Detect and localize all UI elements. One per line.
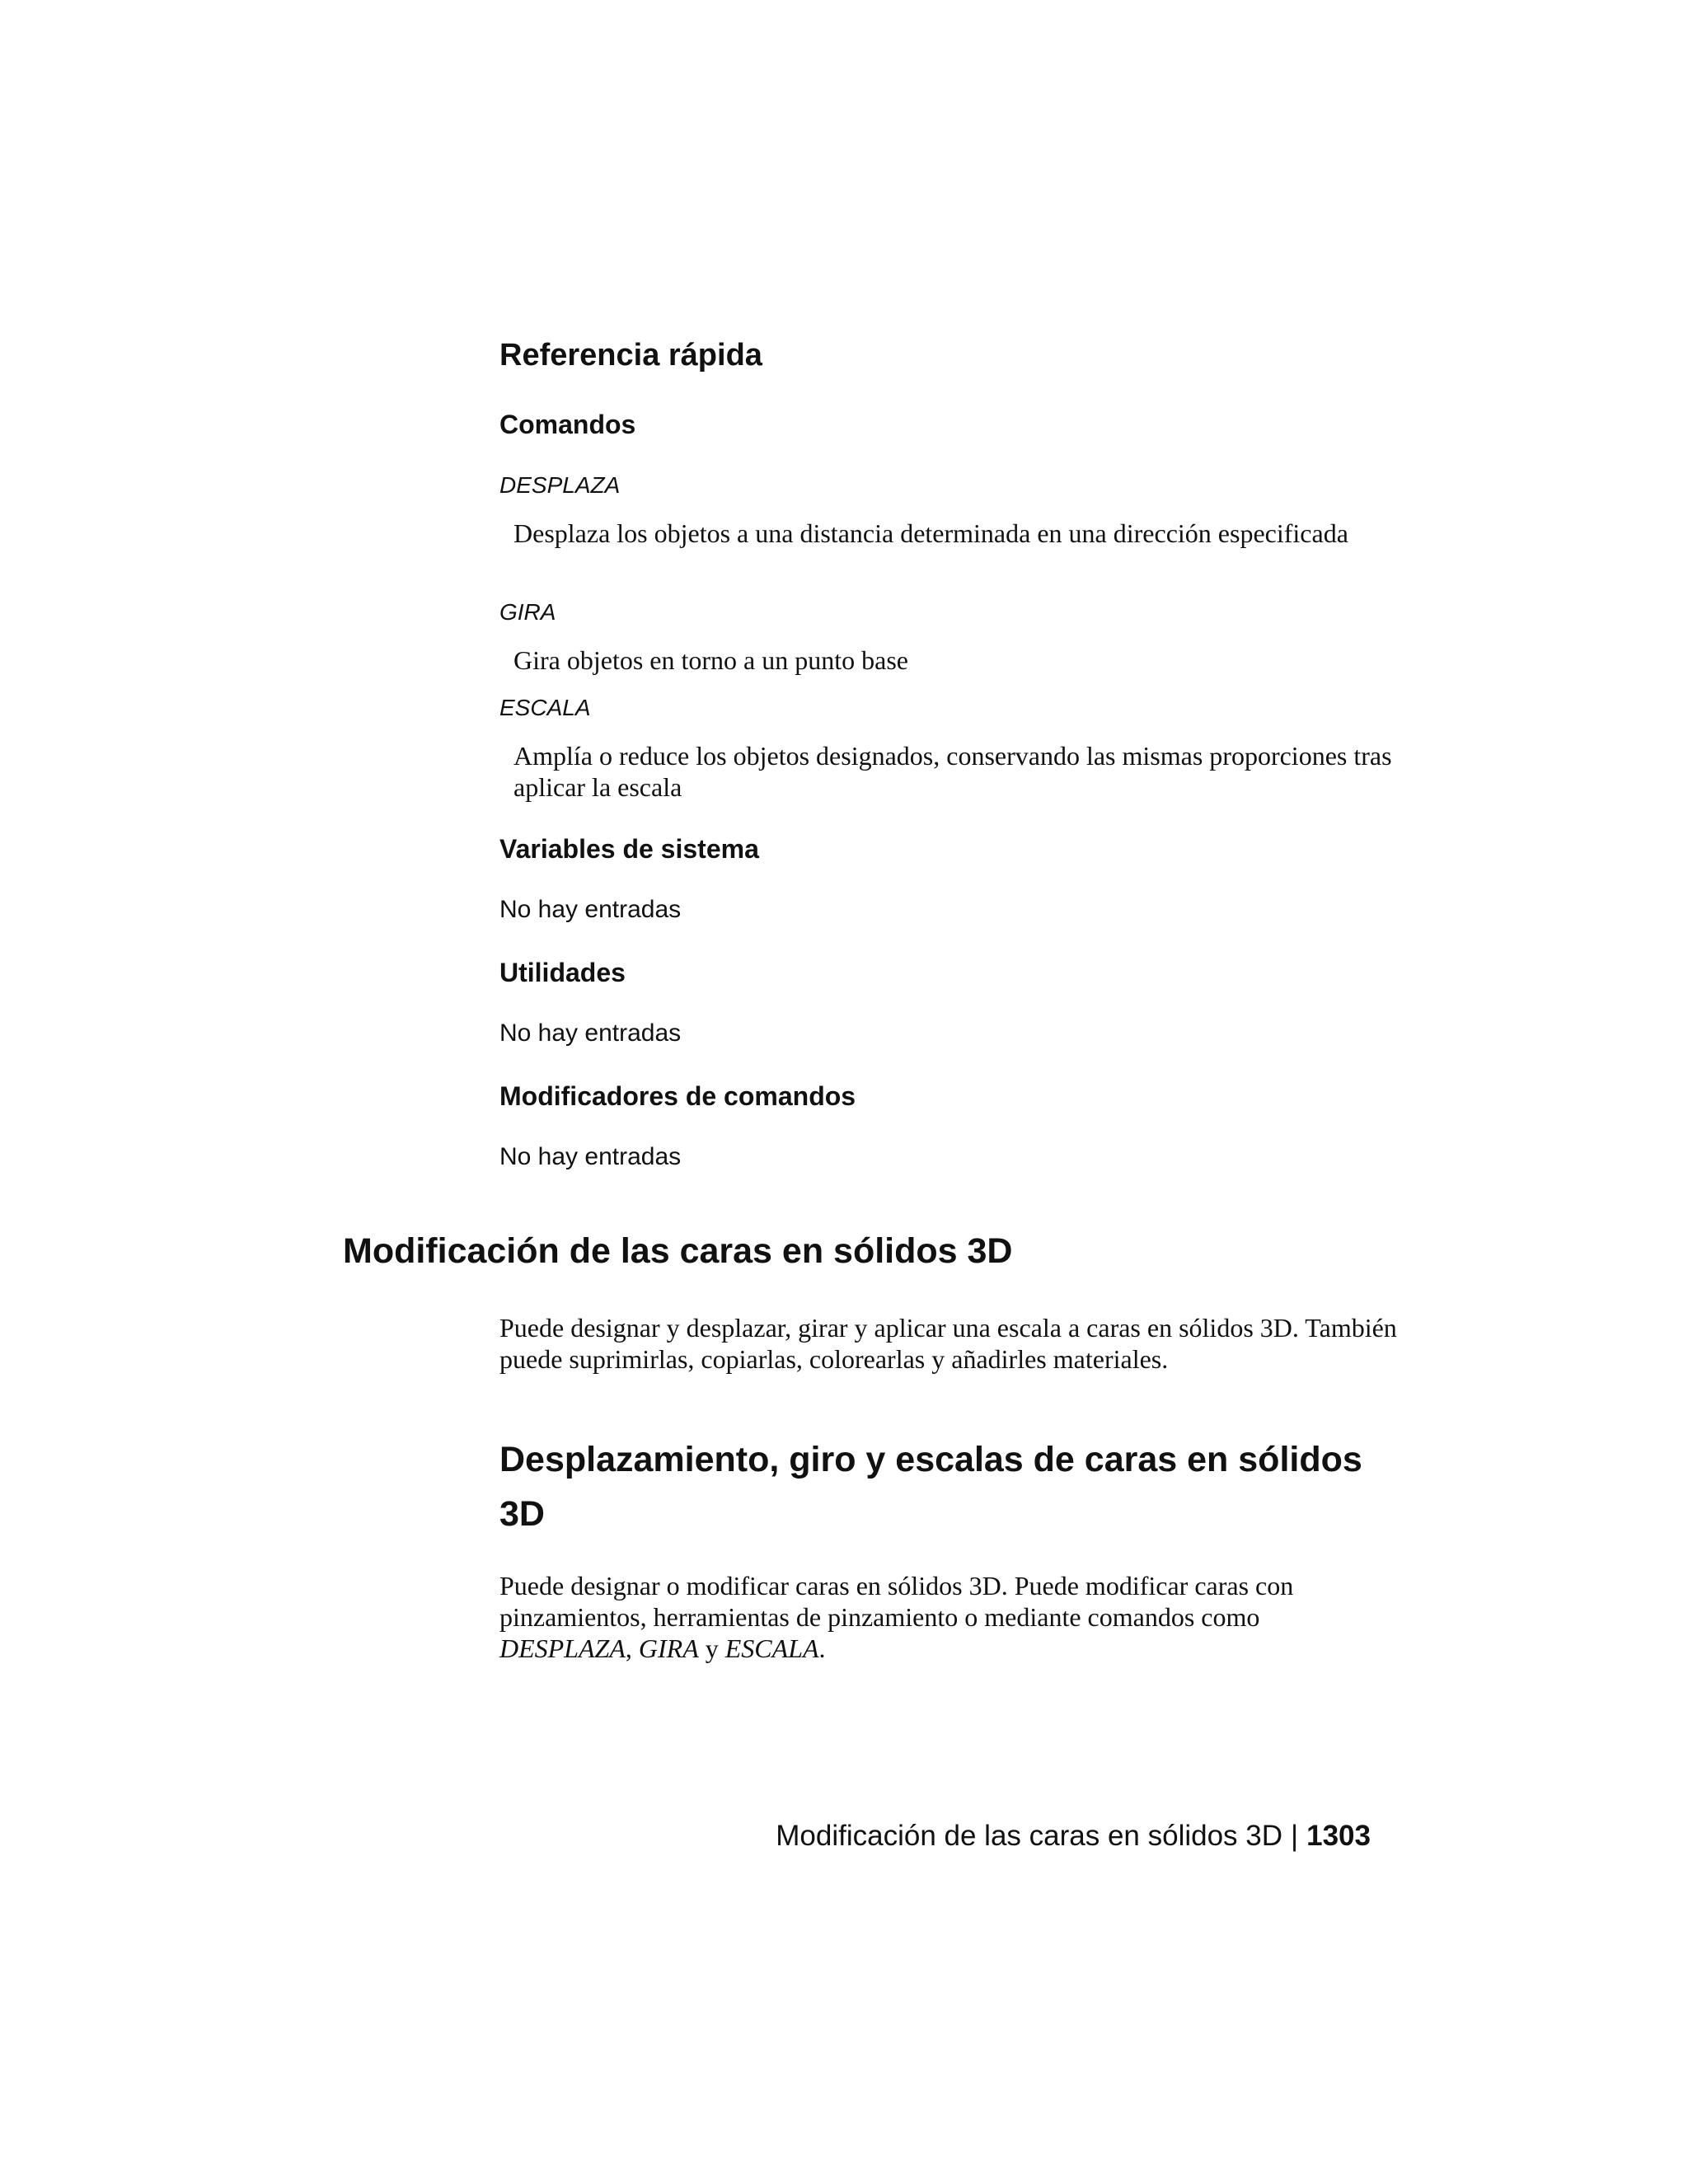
system-variables-heading: Variables de sistema [499, 834, 759, 864]
utilities-text: No hay entradas [499, 1019, 682, 1047]
command-description-escala: Amplía o reduce los objetos designados, conservando las mismas proporciones tras aplicar la escala [513, 741, 1392, 802]
system-variables-text: No hay entradas [499, 896, 682, 923]
quick-reference-title: Referencia rápida [499, 338, 762, 373]
command-description-desplaza: Desplaza los objetos a una distancia determinada en una dirección especificada [513, 518, 1348, 548]
utilities-heading: Utilidades [499, 958, 626, 987]
command-description-gira: Gira objetos en torno a un punto base [513, 645, 908, 675]
command-modifiers-heading: Modificadores de comandos [499, 1081, 856, 1111]
paragraph-end: . [818, 1633, 826, 1663]
command-modifiers-text: No hay entradas [499, 1143, 682, 1170]
footer-separator: | [1291, 1820, 1299, 1852]
paragraph-separator: , [625, 1633, 639, 1663]
footer-title: Modificación de las caras en sólidos 3D [776, 1820, 1283, 1852]
command-name-escala: ESCALA [499, 695, 591, 720]
command-ref-escala: ESCALA [724, 1633, 819, 1663]
page-footer [776, 1820, 1371, 1853]
paragraph-separator: y [698, 1633, 725, 1663]
subsection-title: Desplazamiento, giro y escalas de caras en sólidos 3D [499, 1440, 1362, 1534]
commands-heading: Comandos [499, 410, 636, 439]
paragraph-start: Puede designar o modificar caras en sólidos 3D. Puede modificar caras con pinzamientos, herramientas de pinzamiento o mediante comandos como [499, 1571, 1294, 1632]
section-paragraph: Puede designar y desplazar, girar y aplicar una escala a caras en sólidos 3D. También puede suprimirlas, copiarlas, colorearlas y añadirles materiales. [499, 1313, 1397, 1374]
command-name-desplaza: DESPLAZA [499, 472, 621, 498]
section-title: Modificación de las caras en sólidos 3D [343, 1231, 1013, 1271]
page-number: 1303 [1306, 1820, 1371, 1852]
command-ref-desplaza: DESPLAZA [499, 1633, 626, 1663]
subsection-paragraph [499, 1570, 1398, 1664]
command-name-gira: GIRA [499, 599, 556, 625]
command-ref-gira: GIRA [638, 1633, 699, 1663]
